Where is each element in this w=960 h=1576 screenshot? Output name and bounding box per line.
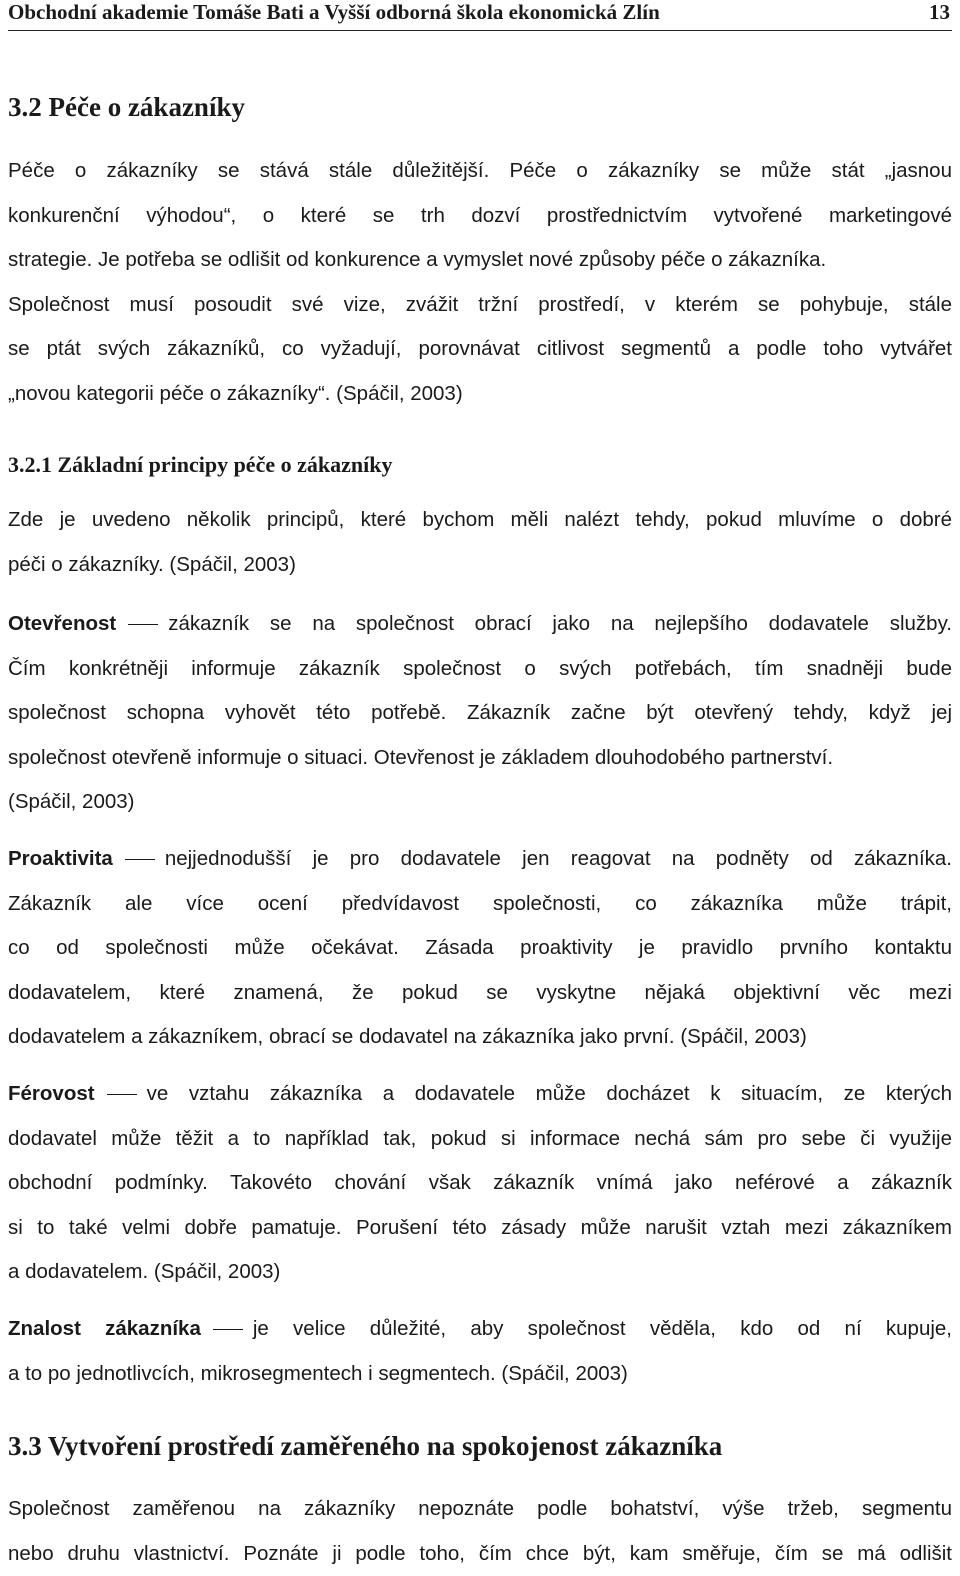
page-number: 13: [929, 0, 950, 25]
principle-proactivity: [8, 837, 952, 1060]
principle-fairness: [8, 1072, 952, 1295]
paragraph-line: „novou kategorii péče o zákazníky“. (Spáčil, 2003): [8, 372, 952, 417]
paragraph-line: dodavatel může těžit a to například tak, pokud si informace nechá sám pro sebe či využije: [8, 1117, 952, 1162]
principle-customer-knowledge: [8, 1307, 952, 1396]
paragraph-line: si to také velmi dobře pamatuje. Porušení této zásady může narušit vztah mezi zákazníkem: [8, 1206, 952, 1251]
paragraph-line: obchodní podmínky. Takovéto chování však zákazník vnímá jako neférové a zákazník: [8, 1161, 952, 1206]
section-heading-3-2-1: 3.2.1 Základní principy péče o zákazníky: [8, 452, 952, 478]
paragraph-line: konkurenční výhodou“, o které se trh dozví prostřednictvím vytvořené marketingové: [8, 194, 952, 239]
section-3-2-paragraph: [8, 149, 952, 416]
section-3-2-1-intro: [8, 498, 952, 587]
dash-separator: [213, 1329, 243, 1330]
paragraph-line: a to po jednotlivcích, mikrosegmentech i segmentech. (Spáčil, 2003): [8, 1352, 952, 1397]
principle-term: Znalost zákazníka: [8, 1317, 201, 1340]
paragraph-line: společnost schopna vyhovět této potřebě. Zákazník začne být otevřený tehdy, když jej: [8, 691, 952, 736]
principle-openness: [8, 602, 952, 825]
paragraph-line: nebo druhu vlastnictví. Poznáte ji podle toho, čím chce být, kam směřuje, čím se má odlišit: [8, 1532, 952, 1576]
paragraph-line: strategie. Je potřeba se odlišit od konkurence a vymyslet nové způsoby péče o zákazníka.: [8, 238, 952, 283]
paragraph-line: Čím konkrétněji informuje zákazník společnost o svých potřebách, tím snadněji bude: [8, 647, 952, 692]
section-heading-3-2: 3.2 Péče o zákazníky: [8, 92, 952, 123]
principle-term: Proaktivita: [8, 847, 113, 870]
principle-text: je velice důležité, aby společnost věděla, kdo od ní kupuje,: [253, 1317, 952, 1340]
principle-text: ve vztahu zákazníka a dodavatele může docházet k situacím, ze kterých: [147, 1082, 952, 1105]
page-header: [8, 0, 952, 31]
principle-term: Férovost: [8, 1082, 95, 1105]
paragraph-line: péči o zákazníky. (Spáčil, 2003): [8, 543, 952, 588]
paragraph-line: Zde je uvedeno několik principů, které bychom měli nalézt tehdy, pokud mluvíme o dobré: [8, 498, 952, 543]
paragraph-line: dodavatelem a zákazníkem, obrací se dodavatel na zákazníka jako první. (Spáčil, 2003): [8, 1015, 952, 1060]
dash-separator: [107, 1094, 137, 1095]
paragraph-line: a dodavatelem. (Spáčil, 2003): [8, 1250, 952, 1295]
paragraph-line: Společnost zaměřenou na zákazníky nepoznáte podle bohatství, výše tržeb, segmentu: [8, 1487, 952, 1532]
principle-first-line: [8, 837, 952, 882]
paragraph-line: dodavatelem, které znamená, že pokud se vyskytne nějaká objektivní věc mezi: [8, 971, 952, 1016]
paragraph-line: se ptát svých zákazníků, co vyžadují, porovnávat citlivost segmentů a podle toho vytvářet: [8, 327, 952, 372]
paragraph-line: společnost otevřeně informuje o situaci. Otevřenost je základem dlouhodobého partnerství.: [8, 736, 952, 781]
principle-text: nejjednodušší je pro dodavatele jen reagovat na podněty od zákazníka.: [165, 847, 952, 870]
principle-text: zákazník se na společnost obrací jako na nejlepšího dodavatele služby.: [168, 612, 952, 635]
paragraph-line: co od společnosti může očekávat. Zásada proaktivity je pravidlo prvního kontaktu: [8, 926, 952, 971]
dash-separator: [128, 624, 158, 625]
principle-first-line: [8, 1072, 952, 1117]
paragraph-line: (Spáčil, 2003): [8, 780, 952, 825]
paragraph-line: Společnost musí posoudit své vize, zvážit tržní prostředí, v kterém se pohybuje, stále: [8, 283, 952, 328]
section-heading-3-3: 3.3 Vytvoření prostředí zaměřeného na spokojenost zákazníka: [8, 1431, 952, 1462]
section-3-3-paragraph: [8, 1487, 952, 1576]
header-title: Obchodní akademie Tomáše Bati a Vyšší odborná škola ekonomická Zlín: [8, 0, 660, 25]
paragraph-line: Péče o zákazníky se stává stále důležitější. Péče o zákazníky se může stát „jasnou: [8, 149, 952, 194]
principle-first-line: [8, 602, 952, 647]
paragraph-line: Zákazník ale více ocení předvídavost společnosti, co zákazníka může trápit,: [8, 882, 952, 927]
dash-separator: [125, 859, 155, 860]
principle-first-line: [8, 1307, 952, 1352]
principle-term: Otevřenost: [8, 612, 116, 635]
